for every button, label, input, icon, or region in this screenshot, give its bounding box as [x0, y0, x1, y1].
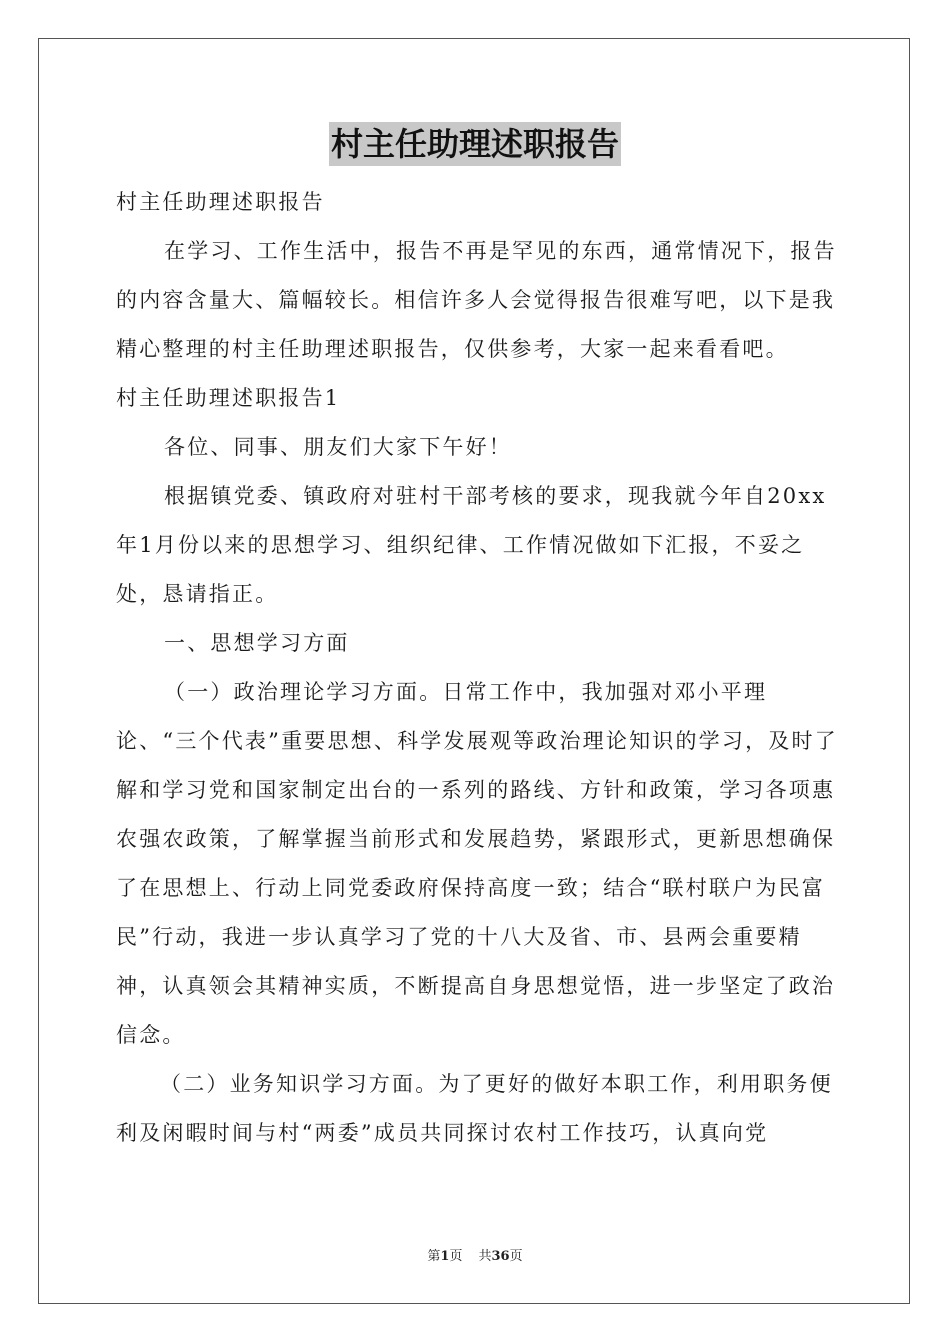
subsection-heading: 一、思想学习方面 — [164, 631, 350, 655]
greeting-paragraph: 各位、同事、朋友们大家下午好！ — [164, 435, 512, 459]
total-pages: 36 — [491, 1249, 510, 1264]
total-suffix: 页 — [509, 1249, 523, 1264]
subtitle-paragraph: 村主任助理述职报告 — [116, 190, 325, 214]
body-paragraph: （一）政治理论学习方面。日常工作中，我加强对邓小平理论、“三个代表”重要思想、科学发展观等政治理论知识的学习，及时了解和学习党和国家制定出台的一系列的路线、方针和政策，学习各项惠农强农政策，了解掌握当前形式和发展趋势，紧跟形式，更新思想确保了在思想上、行动上同党委政府保持高度一致；结合“联村联户为民富民”行动，我进一步认真学习了党的十八大及省、市、县两会重要精神，认真领会其精神实质，不断提高自身思想觉悟，进一步坚定了政治信念。 — [116, 680, 838, 1047]
body-paragraph: （二）业务知识学习方面。为了更好的做好本职工作，利用职务便利及闲暇时间与村“两委”成员共同探讨农村工作技巧，认真向党 — [116, 1072, 833, 1145]
document-body — [116, 178, 838, 1158]
page-suffix: 页 — [449, 1249, 463, 1264]
body-paragraph: 根据镇党委、镇政府对驻村干部考核的要求，现我就今年自20xx年1月份以来的思想学习、组织纪律、工作情况做如下汇报，不妥之处，恳请指正。 — [116, 484, 827, 606]
total-prefix: 共 — [478, 1249, 492, 1264]
page-number: 1 — [440, 1249, 450, 1264]
title-container — [0, 122, 950, 166]
intro-paragraph: 在学习、工作生活中，报告不再是罕见的东西，通常情况下，报告的内容含量大、篇幅较长。相信许多人会觉得报告很难写吧，以下是我精心整理的村主任助理述职报告，仅供参考，大家一起来看看吧。 — [116, 239, 837, 361]
section-heading: 村主任助理述职报告1 — [116, 386, 341, 410]
page-footer — [0, 1245, 950, 1264]
page-prefix: 第 — [427, 1249, 441, 1264]
document-title: 村主任助理述职报告 — [329, 122, 621, 166]
